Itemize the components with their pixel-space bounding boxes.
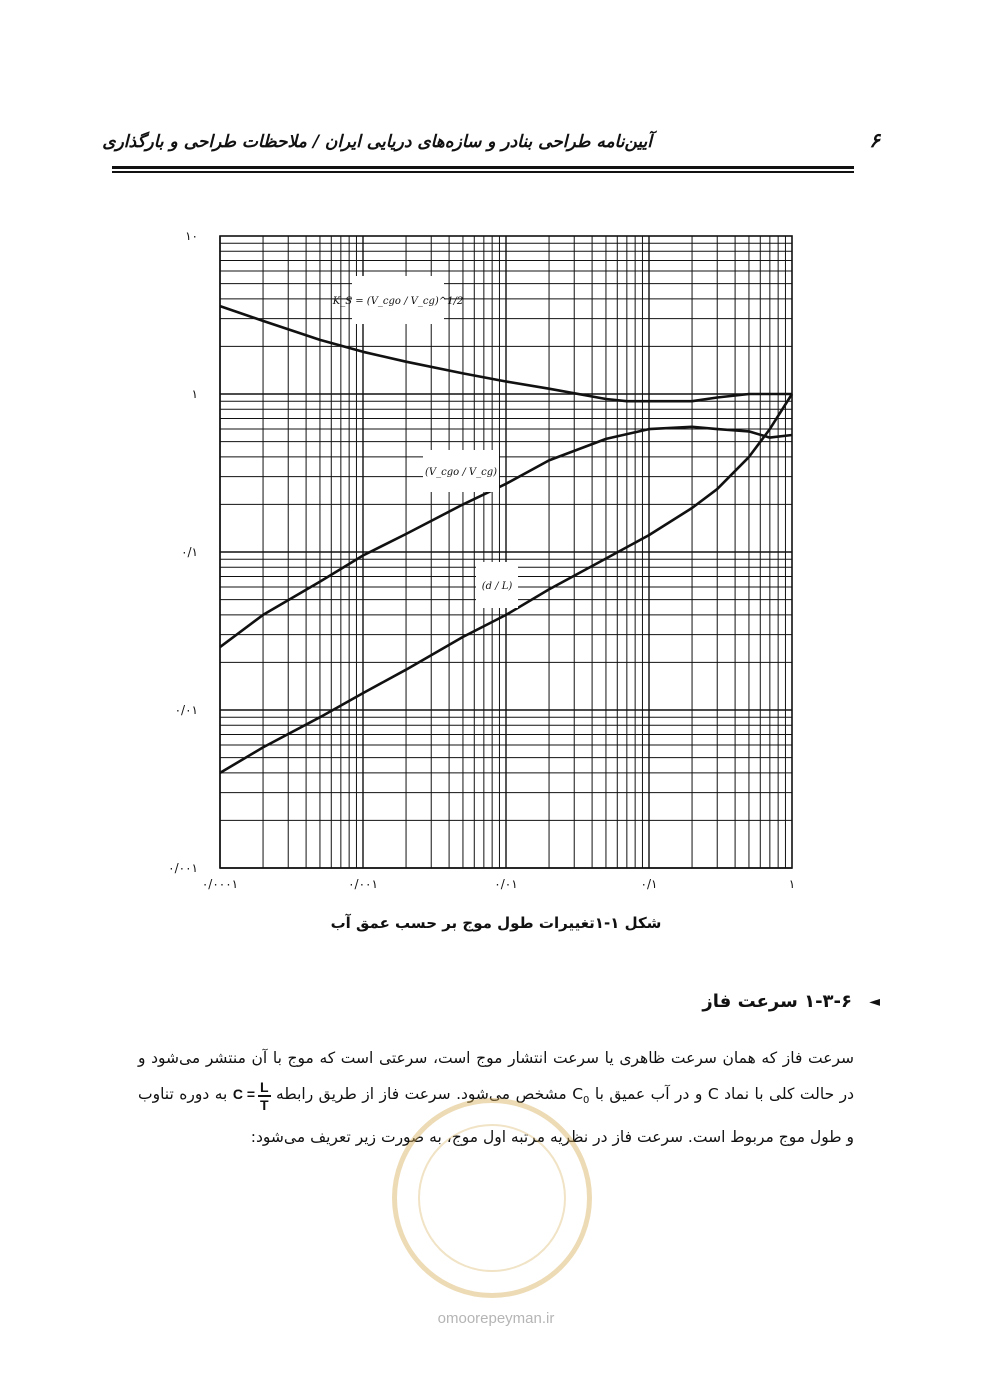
x-tick-labels xyxy=(202,877,795,891)
formula-denominator: T xyxy=(260,1096,269,1113)
para-subscript: 0 xyxy=(583,1095,590,1107)
header-rule-thin xyxy=(112,171,854,173)
y-tick-label: ۰/۰۱ xyxy=(174,703,198,717)
x-tick-label: ۰/۰۰۱ xyxy=(348,877,378,891)
page-number: ۶ xyxy=(869,128,880,152)
y-tick-label: ۰/۰۰۱ xyxy=(168,861,198,875)
para-text-1: سرعت فاز که همان سرعت ظاهری یا سرعت انتشار موج است، سرعتی است که موج با آن منتشر می‌شود و در حالت کلی با نماد C و در آب عمیق با C xyxy=(138,1049,855,1103)
header-rule xyxy=(112,166,854,169)
x-tick-label: ۰/۰۱ xyxy=(494,877,518,891)
d-over-l-label: (d / L) xyxy=(481,581,513,592)
formula-lhs: C = xyxy=(232,1086,256,1103)
formula-fraction xyxy=(258,1079,271,1113)
ks-label: K_S = (V_cgo / V_cg)^1/2 xyxy=(332,296,464,307)
figure-caption: شکل ۱-۱تغییرات طول موج بر حسب عمق آب xyxy=(330,914,662,932)
section-marker-icon: ◄ xyxy=(869,994,880,1010)
wave-chart xyxy=(150,220,810,900)
para-text-3: به دوره تناوب و طول موج مربوط است. سرعت فاز در نظریه مرتبه اول موج، به صورت زیر تعریف می‌شود: xyxy=(138,1085,854,1147)
watermark-seal-inner xyxy=(418,1124,566,1272)
formula-numerator: L xyxy=(260,1078,269,1095)
x-tick-label: ۱ xyxy=(788,877,796,891)
y-tick-label: ۱ xyxy=(191,387,198,401)
x-tick-label: ۰/۱ xyxy=(640,877,658,891)
phase-speed-formula xyxy=(233,1076,271,1112)
section-heading: ۱-۳-۶ سرعت فاز xyxy=(702,991,852,1012)
para-text-2: مشخص می‌شود. سرعت فاز از طریق رابطه xyxy=(270,1085,573,1103)
y-tick-label: ۱۰ xyxy=(185,229,198,243)
chart-grid xyxy=(220,236,792,868)
x-tick-label: ۰/۰۰۰۱ xyxy=(201,877,239,891)
watermark-site: omoorepeyman.ir xyxy=(437,1310,555,1327)
vcg-ratio-label: (V_cgo / V_cg) xyxy=(425,467,497,478)
y-tick-labels xyxy=(168,229,198,875)
y-tick-label: ۰/۱ xyxy=(181,545,198,559)
running-header-title: آیین‌نامه طراحی بنادر و سازه‌های دریایی ایران / ملاحظات طراحی و بارگذاری xyxy=(102,132,652,152)
